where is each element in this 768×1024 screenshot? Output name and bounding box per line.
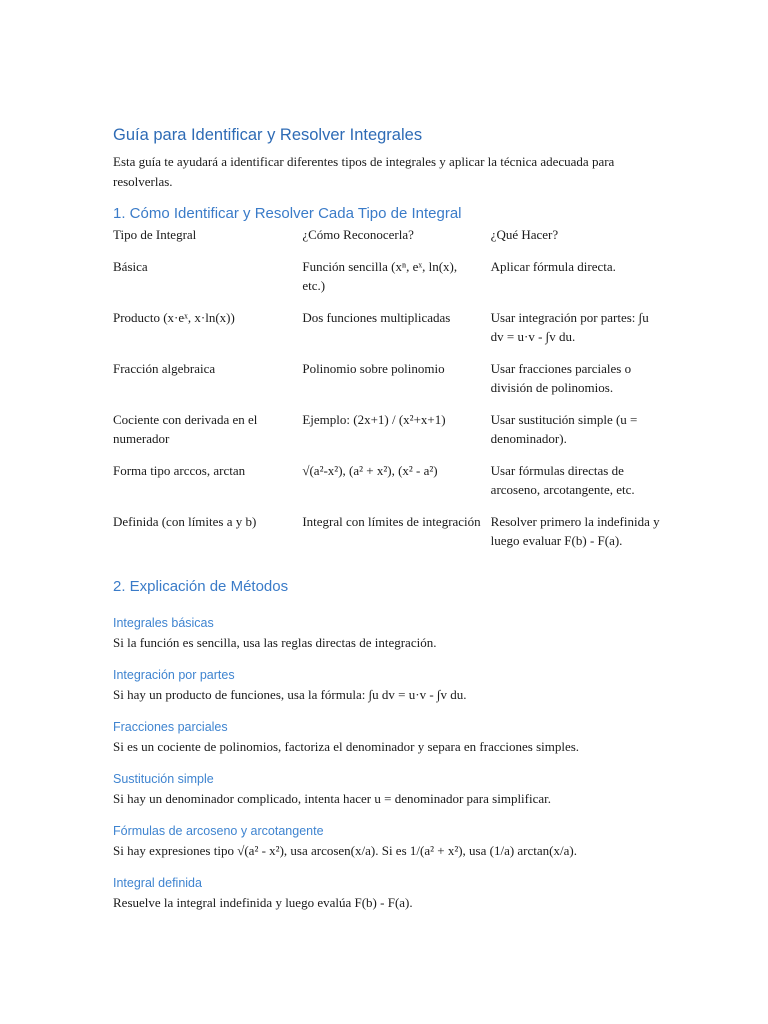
table-row [113, 410, 661, 461]
integral-types-table [113, 225, 661, 563]
method-title: Integral definida [113, 875, 202, 890]
table-cell: Usar sustitución simple (u = denominador). [490, 411, 638, 446]
document-page [113, 124, 658, 913]
method-block [113, 719, 658, 757]
table-row [113, 512, 661, 563]
table-row [113, 257, 661, 308]
column-header-action: ¿Qué Hacer? [490, 227, 559, 242]
method-title: Fracciones parciales [113, 719, 228, 734]
table-cell: Usar integración por partes: ∫u dv = u·v - ∫v du. [490, 309, 649, 344]
table-cell: Dos funciones multiplicadas [302, 309, 451, 325]
method-block [113, 875, 658, 913]
table-cell: Básica [113, 258, 148, 274]
method-title: Integrales básicas [113, 615, 214, 630]
table-cell: Función sencilla (xⁿ, eˣ, ln(x), etc.) [302, 258, 458, 293]
table-cell: Polinomio sobre polinomio [302, 360, 445, 376]
table-row [113, 461, 661, 512]
table-cell: Forma tipo arccos, arctan [113, 462, 246, 478]
method-text: Si la función es sencilla, usa las reglas directas de integración. [113, 634, 437, 650]
table-cell: Ejemplo: (2x+1) / (x²+x+1) [302, 411, 446, 427]
table-row [113, 359, 661, 410]
method-block [113, 823, 658, 861]
table-header-row [113, 225, 661, 257]
section-2 [113, 577, 658, 913]
table-cell: Usar fórmulas directas de arcoseno, arcotangente, etc. [490, 462, 635, 497]
method-text: Resuelve la integral indefinida y luego evalúa F(b) - F(a). [113, 894, 413, 910]
table-cell: Producto (x·eˣ, x·ln(x)) [113, 309, 235, 325]
intro-paragraph: Esta guía te ayudará a identificar diferentes tipos de integrales y aplicar la técnica adecuada para resolverlas. [113, 154, 615, 189]
section-1-heading: 1. Cómo Identificar y Resolver Cada Tipo de Integral [113, 205, 462, 222]
table-cell: Aplicar fórmula directa. [490, 258, 616, 274]
table-cell: Cociente con derivada en el numerador [113, 411, 258, 446]
column-header-type: Tipo de Integral [113, 227, 197, 242]
method-text: Si hay un denominador complicado, intenta hacer u = denominador para simplificar. [113, 790, 552, 806]
table-cell: Resolver primero la indefinida y luego evaluar F(b) - F(a). [490, 513, 660, 548]
method-block [113, 615, 658, 653]
table-cell: √(a²-x²), (a² + x²), (x² - a²) [302, 462, 438, 478]
table-cell: Usar fracciones parciales o división de polinomios. [490, 360, 632, 395]
document-title: Guía para Identificar y Resolver Integrales [113, 126, 423, 144]
table-cell: Definida (con límites a y b) [113, 513, 257, 529]
method-title: Fórmulas de arcoseno y arcotangente [113, 823, 324, 838]
method-text: Si es un cociente de polinomios, factoriza el denominador y separa en fracciones simples. [113, 738, 580, 754]
table-cell: Fracción algebraica [113, 360, 216, 376]
method-text: Si hay expresiones tipo √(a² - x²), usa arcosen(x/a). Si es 1/(a² + x²), usa (1/a) arctan(x/a). [113, 842, 577, 858]
column-header-recognize: ¿Cómo Reconocerla? [302, 227, 414, 242]
table-cell: Integral con límites de integración [302, 513, 481, 529]
method-block [113, 771, 658, 809]
method-text: Si hay un producto de funciones, usa la fórmula: ∫u dv = u·v - ∫v du. [113, 686, 467, 702]
method-block [113, 667, 658, 705]
section-2-heading: 2. Explicación de Métodos [113, 577, 289, 595]
method-title: Integración por partes [113, 667, 235, 682]
method-title: Sustitución simple [113, 771, 214, 786]
table-row [113, 308, 661, 359]
